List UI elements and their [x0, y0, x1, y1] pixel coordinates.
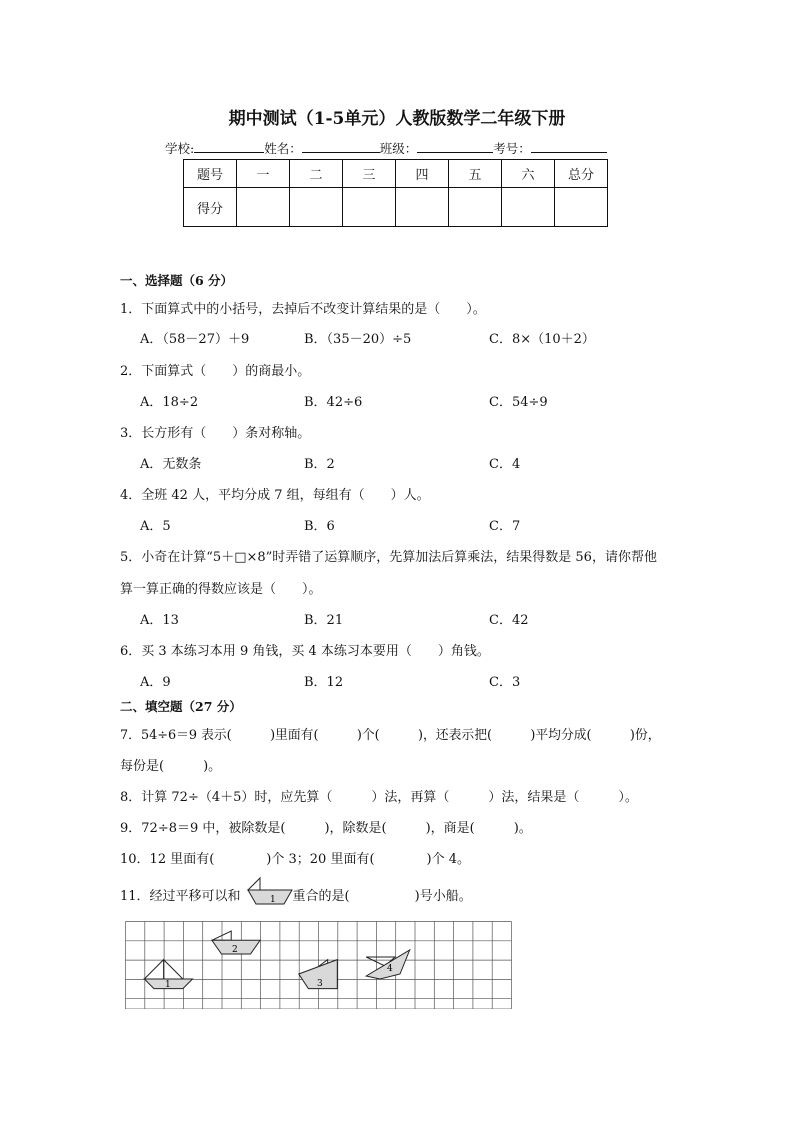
school-label: 学校: [165, 141, 195, 156]
reference-boat-label: 1 [270, 895, 276, 905]
q3-option-a[interactable]: A．无数条 [140, 457, 202, 472]
question-1: 1．下面算式中的小括号，去掉后不改变计算结果的是（ ）。 [120, 302, 486, 317]
score-header-cell: 三 [343, 160, 396, 188]
question-7-continued: 每份是( )。 [120, 759, 222, 774]
score-cell[interactable] [396, 188, 449, 227]
question-8: 8．计算 72÷（4＋5）时，应先算（ ）法，再算（ ）法，结果是（ ）。 [120, 790, 638, 805]
exam-no-label: 考号： [493, 141, 531, 156]
score-header-cell: 四 [396, 160, 449, 188]
name-label: 姓名： [264, 141, 302, 156]
q1-option-a[interactable]: A．（58－27）＋9 [140, 332, 250, 347]
q3-option-b[interactable]: B．2 [304, 457, 335, 472]
score-cell[interactable] [343, 188, 396, 227]
q5-option-a[interactable]: A．13 [140, 613, 179, 628]
score-table [183, 159, 608, 227]
class-blank[interactable] [417, 139, 493, 153]
page-title: 期中测试（1-5单元）人教版数学二年级下册 [228, 109, 566, 129]
name-blank[interactable] [302, 139, 380, 153]
score-header-cell: 一 [237, 160, 290, 188]
boat-1-label: 1 [165, 980, 171, 990]
q4-option-c[interactable]: C．7 [489, 519, 521, 534]
q4-option-b[interactable]: B．6 [304, 519, 335, 534]
boat-2 [212, 931, 260, 955]
boat-4-label: 4 [387, 964, 393, 974]
question-11-text: 11．经过平移可以和 [120, 889, 241, 904]
question-7: 7．54÷6＝9 表示( )里面有( )个( )，还表示把( )平均分成( )份， [120, 728, 661, 743]
question-5-continued: 算一算正确的得数应该是（ ）。 [120, 582, 322, 597]
exam-no-blank[interactable] [531, 139, 607, 153]
boat-3 [299, 960, 338, 989]
score-cell[interactable] [502, 188, 555, 227]
q6-option-c[interactable]: C．3 [489, 675, 521, 690]
q1-option-b[interactable]: B．（35－20）÷5 [304, 332, 412, 347]
question-2: 2．下面算式（ ）的商最小。 [120, 364, 311, 379]
score-cell[interactable] [237, 188, 290, 227]
section-heading-choice: 一、选择题（6 分） [120, 273, 234, 288]
q2-option-a[interactable]: A．18÷2 [140, 395, 199, 410]
reference-boat-1 [246, 876, 298, 908]
q1-option-c[interactable]: C．8×（10＋2） [489, 332, 595, 347]
boat-grid [125, 921, 520, 1009]
section-heading-fill: 二、填空题（27 分） [120, 699, 242, 714]
score-header-cell: 总分 [555, 160, 608, 188]
q5-option-b[interactable]: B．21 [304, 613, 344, 628]
q4-option-a[interactable]: A．5 [140, 519, 171, 534]
score-cell[interactable] [449, 188, 502, 227]
q3-option-c[interactable]: C．4 [489, 457, 521, 472]
score-header-cell: 六 [502, 160, 555, 188]
boat-1 [144, 960, 192, 990]
q6-option-b[interactable]: B．12 [304, 675, 344, 690]
score-header-cell: 题号 [184, 160, 237, 188]
score-cell[interactable] [555, 188, 608, 227]
boat-2-label: 2 [232, 945, 238, 955]
question-9: 9．72÷8＝9 中，被除数是( )，除数是( )，商是( )。 [120, 821, 532, 836]
score-header-cell: 二 [290, 160, 343, 188]
question-6: 6．买 3 本练习本用 9 角钱，买 4 本练习本要用（ ）角钱。 [120, 644, 490, 659]
boat-4 [366, 950, 410, 979]
question-10: 10．12 里面有( )个 3；20 里面有( )个 4。 [120, 852, 470, 867]
score-header-cell: 五 [449, 160, 502, 188]
school-blank[interactable] [194, 139, 264, 153]
class-label: 班级： [379, 141, 418, 156]
score-cell[interactable] [290, 188, 343, 227]
boat-3-label: 3 [317, 979, 323, 989]
student-info-line [165, 139, 607, 157]
score-table-score-row [184, 188, 608, 227]
q6-option-a[interactable]: A．9 [140, 675, 171, 690]
question-5: 5．小奇在计算“5＋□×8”时弄错了运算顺序，先算加法后算乘法，结果得数是 56，请你帮他 [120, 550, 657, 565]
score-table-header-row [184, 160, 608, 188]
q2-option-c[interactable]: C．54÷9 [489, 395, 548, 410]
grid-lines [126, 922, 512, 1010]
score-row-label: 得分 [184, 188, 237, 227]
question-4: 4．全班 42 人，平均分成 7 组，每组有（ ）人。 [120, 488, 430, 503]
question-11-text-end: 重合的是( )号小船。 [292, 889, 472, 904]
q5-option-c[interactable]: C．42 [489, 613, 529, 628]
question-3: 3．长方形有（ ）条对称轴。 [120, 426, 311, 441]
q2-option-b[interactable]: B．42÷6 [304, 395, 363, 410]
